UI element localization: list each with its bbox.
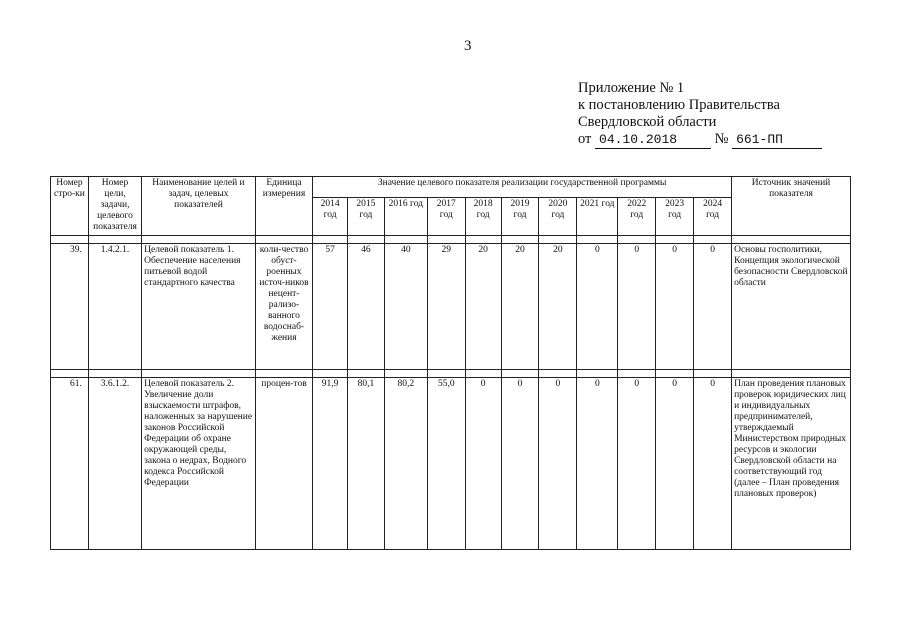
value-cell: 91,9	[313, 378, 348, 550]
indicator-name: Целевой показатель 2. Увеличение доли взыскаемости штрафов, наложенных за нарушение законов Российской Федерации об охране окружающей среды, закона о недрах, Водного кодекса Российской Федерации	[142, 378, 256, 550]
header-source: Источник значений показателя	[732, 177, 851, 236]
page-number: 3	[464, 38, 472, 54]
value-cell: 40	[384, 244, 427, 370]
table-row	[51, 378, 851, 550]
value-cell: 0	[577, 378, 618, 550]
header-goal-num: Номер цели, задачи, целевого показателя	[88, 177, 141, 236]
header-year: 2019 год	[501, 198, 539, 236]
table-header-row	[51, 177, 851, 198]
table-gap	[51, 236, 851, 244]
appendix-date-line	[578, 131, 822, 149]
header-year: 2014 год	[313, 198, 348, 236]
value-cell: 46	[347, 244, 384, 370]
source: Основы госполитики, Концепция экологической безопасности Свердловской области	[732, 244, 851, 370]
goal-num: 3.6.1.2.	[88, 378, 141, 550]
value-cell: 0	[501, 378, 539, 550]
value-cell: 0	[618, 378, 656, 550]
value-cell: 0	[694, 378, 732, 550]
resolution-number: 661-ПП	[732, 131, 822, 149]
resolution-date: 04.10.2018	[595, 131, 711, 149]
indicators-table	[50, 176, 851, 550]
value-cell: 0	[694, 244, 732, 370]
header-year: 2016 год	[384, 198, 427, 236]
header-year: 2024 год	[694, 198, 732, 236]
header-row-num: Номер стро-ки	[51, 177, 89, 236]
row-num: 61.	[51, 378, 89, 550]
header-year: 2023 год	[656, 198, 694, 236]
goal-num: 1.4.2.1.	[88, 244, 141, 370]
value-cell: 57	[313, 244, 348, 370]
unit: коли-чество обуст-роенных источ-ников нецент-рализо-ванного водоснаб-жения	[255, 244, 312, 370]
table-gap	[51, 370, 851, 378]
table-row	[51, 244, 851, 370]
header-year: 2020 год	[539, 198, 577, 236]
source: План проведения плановых проверок юридических лиц и индивидуальных предпринимателей, утверждаемый Министерством природных ресурсов и экологии Свердловской области на соответствующий год (далее – План проведения плановых проверок)	[732, 378, 851, 550]
value-cell: 20	[501, 244, 539, 370]
value-cell: 0	[539, 378, 577, 550]
value-cell: 80,1	[347, 378, 384, 550]
number-prefix: №	[714, 131, 729, 147]
appendix-header	[578, 80, 822, 149]
header-year: 2017 год	[427, 198, 465, 236]
value-cell: 0	[656, 378, 694, 550]
value-cell: 80,2	[384, 378, 427, 550]
header-name: Наименование целей и задач, целевых показателей	[142, 177, 256, 236]
header-year: 2022 год	[618, 198, 656, 236]
indicator-name: Целевой показатель 1. Обеспечение населения питьевой водой стандартного качества	[142, 244, 256, 370]
unit: процен-тов	[255, 378, 312, 550]
value-cell: 55,0	[427, 378, 465, 550]
header-year: 2021 год	[577, 198, 618, 236]
header-unit: Единица измерения	[255, 177, 312, 236]
value-cell: 20	[539, 244, 577, 370]
value-cell: 0	[656, 244, 694, 370]
header-year: 2018 год	[465, 198, 501, 236]
header-values-group: Значение целевого показателя реализации государственной программы	[313, 177, 732, 198]
appendix-region: Свердловской области	[578, 114, 717, 130]
date-prefix: от	[578, 131, 592, 147]
header-year: 2015 год	[347, 198, 384, 236]
value-cell: 0	[577, 244, 618, 370]
value-cell: 0	[618, 244, 656, 370]
row-num: 39.	[51, 244, 89, 370]
value-cell: 29	[427, 244, 465, 370]
value-cell: 20	[465, 244, 501, 370]
appendix-title: Приложение № 1	[578, 80, 685, 96]
value-cell: 0	[465, 378, 501, 550]
appendix-resolution: к постановлению Правительства	[578, 97, 780, 113]
